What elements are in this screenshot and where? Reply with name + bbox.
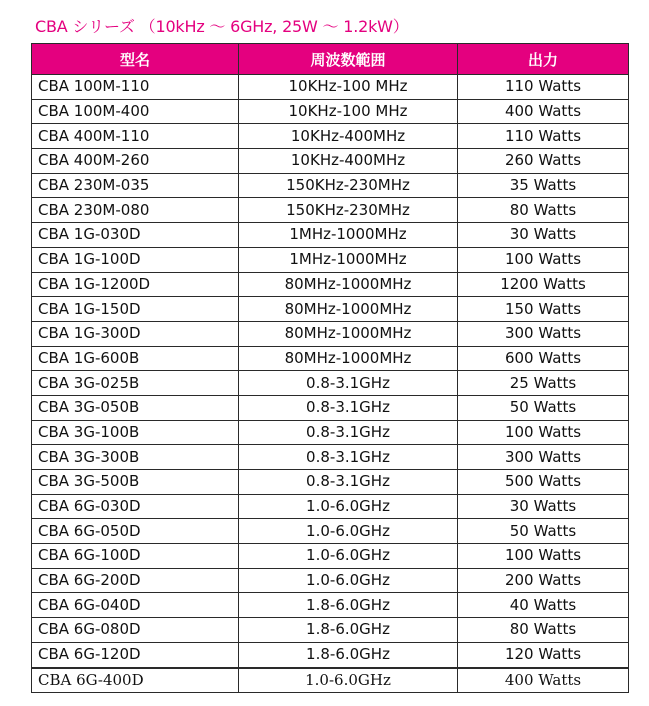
- cell-frequency-range: 80MHz-1000MHz: [239, 321, 458, 346]
- cell-output-power: 300 Watts: [458, 445, 629, 470]
- cell-frequency-range: 10KHz-400MHz: [239, 124, 458, 149]
- column-header-frequency-range: 周波数範囲: [239, 44, 458, 75]
- page-title: CBA シリーズ （10kHz ～ 6GHz, 25W ～ 1.2kW）: [35, 17, 409, 36]
- cell-output-power: 40 Watts: [458, 593, 629, 618]
- cell-model: CBA 3G-050B: [32, 395, 239, 420]
- cell-frequency-range: 1.0-6.0GHz: [239, 519, 458, 544]
- table-row: [32, 544, 629, 569]
- cell-output-power: 100 Watts: [458, 247, 629, 272]
- cell-frequency-range: 1.8-6.0GHz: [239, 642, 458, 667]
- cell-frequency-range: 150KHz-230MHz: [239, 173, 458, 198]
- cell-output-power: 200 Watts: [458, 568, 629, 593]
- cell-output-power: 110 Watts: [458, 124, 629, 149]
- cell-output-power: 30 Watts: [458, 223, 629, 248]
- table-row: [32, 642, 629, 667]
- cell-output-power: 30 Watts: [458, 494, 629, 519]
- cell-model: CBA 3G-100B: [32, 420, 239, 445]
- cell-model: CBA 6G-080D: [32, 618, 239, 643]
- cell-model: CBA 1G-600B: [32, 346, 239, 371]
- table-row: [32, 272, 629, 297]
- cell-output-power: 300 Watts: [458, 321, 629, 346]
- cell-model: CBA 1G-1200D: [32, 272, 239, 297]
- cell-frequency-range: 0.8-3.1GHz: [239, 420, 458, 445]
- cell-model: CBA 1G-150D: [32, 297, 239, 322]
- cell-frequency-range: 0.8-3.1GHz: [239, 445, 458, 470]
- cell-frequency-range: 150KHz-230MHz: [239, 198, 458, 223]
- table-row: [32, 371, 629, 396]
- cell-model: CBA 100M-400: [32, 99, 239, 124]
- cell-output-power: 80 Watts: [458, 198, 629, 223]
- cell-output-power: 150 Watts: [458, 297, 629, 322]
- table-row: [32, 568, 629, 593]
- cell-frequency-range: 10KHz-100 MHz: [239, 75, 458, 100]
- cell-model: CBA 6G-050D: [32, 519, 239, 544]
- table-row: [32, 198, 629, 223]
- cell-model: CBA 1G-030D: [32, 223, 239, 248]
- cell-output-power: 400 Watts: [458, 99, 629, 124]
- table-row: [32, 618, 629, 643]
- table-row: [32, 297, 629, 322]
- cell-model: CBA 1G-100D: [32, 247, 239, 272]
- column-header-output-power: 出力: [458, 44, 629, 75]
- table-row: [32, 99, 629, 124]
- cell-model: CBA 6G-100D: [32, 544, 239, 569]
- cell-frequency-range: 1MHz-1000MHz: [239, 223, 458, 248]
- cell-output-power: 120 Watts: [458, 642, 629, 667]
- cell-frequency-range: 0.8-3.1GHz: [239, 470, 458, 495]
- column-header-model: 型名: [32, 44, 239, 75]
- cell-frequency-range: 0.8-3.1GHz: [239, 371, 458, 396]
- table-row: [32, 321, 629, 346]
- cell-output-power: 600 Watts: [458, 346, 629, 371]
- spec-table: [31, 43, 629, 693]
- cell-model: CBA 1G-300D: [32, 321, 239, 346]
- cell-model: CBA 6G-400D: [32, 668, 239, 693]
- cell-frequency-range: 80MHz-1000MHz: [239, 272, 458, 297]
- cell-model: CBA 3G-500B: [32, 470, 239, 495]
- cell-model: CBA 230M-080: [32, 198, 239, 223]
- table-row: [32, 494, 629, 519]
- table-row: [32, 395, 629, 420]
- cell-model: CBA 3G-025B: [32, 371, 239, 396]
- table-row: [32, 470, 629, 495]
- cell-frequency-range: 10KHz-400MHz: [239, 149, 458, 174]
- cell-output-power: 50 Watts: [458, 395, 629, 420]
- cell-model: CBA 400M-110: [32, 124, 239, 149]
- cell-output-power: 400 Watts: [458, 668, 629, 693]
- cell-frequency-range: 0.8-3.1GHz: [239, 395, 458, 420]
- cell-frequency-range: 1MHz-1000MHz: [239, 247, 458, 272]
- table-row: [32, 75, 629, 100]
- cell-model: CBA 6G-200D: [32, 568, 239, 593]
- table-row: [32, 149, 629, 174]
- table-row: [32, 247, 629, 272]
- table-row: [32, 124, 629, 149]
- table-row: [32, 593, 629, 618]
- cell-output-power: 25 Watts: [458, 371, 629, 396]
- cell-frequency-range: 1.0-6.0GHz: [239, 568, 458, 593]
- cell-output-power: 110 Watts: [458, 75, 629, 100]
- cell-output-power: 35 Watts: [458, 173, 629, 198]
- cell-model: CBA 400M-260: [32, 149, 239, 174]
- cell-output-power: 500 Watts: [458, 470, 629, 495]
- cell-output-power: 100 Watts: [458, 420, 629, 445]
- cell-frequency-range: 1.0-6.0GHz: [239, 494, 458, 519]
- cell-model: CBA 100M-110: [32, 75, 239, 100]
- cell-frequency-range: 80MHz-1000MHz: [239, 346, 458, 371]
- cell-frequency-range: 10KHz-100 MHz: [239, 99, 458, 124]
- table-row: [32, 445, 629, 470]
- table-row: [32, 223, 629, 248]
- cell-output-power: 1200 Watts: [458, 272, 629, 297]
- cell-model: CBA 6G-030D: [32, 494, 239, 519]
- table-row: [32, 346, 629, 371]
- cell-model: CBA 3G-300B: [32, 445, 239, 470]
- cell-model: CBA 230M-035: [32, 173, 239, 198]
- cell-model: CBA 6G-120D: [32, 642, 239, 667]
- table-header-row: [32, 44, 629, 75]
- cell-model: CBA 6G-040D: [32, 593, 239, 618]
- table-row: [32, 519, 629, 544]
- cell-output-power: 50 Watts: [458, 519, 629, 544]
- cell-frequency-range: 1.0-6.0GHz: [239, 544, 458, 569]
- cell-output-power: 80 Watts: [458, 618, 629, 643]
- cell-output-power: 100 Watts: [458, 544, 629, 569]
- cell-frequency-range: 1.8-6.0GHz: [239, 593, 458, 618]
- cell-frequency-range: 1.0-6.0GHz: [239, 668, 458, 693]
- table-row: [32, 173, 629, 198]
- table-row: [32, 668, 629, 693]
- cell-frequency-range: 1.8-6.0GHz: [239, 618, 458, 643]
- cell-frequency-range: 80MHz-1000MHz: [239, 297, 458, 322]
- table-row: [32, 420, 629, 445]
- cell-output-power: 260 Watts: [458, 149, 629, 174]
